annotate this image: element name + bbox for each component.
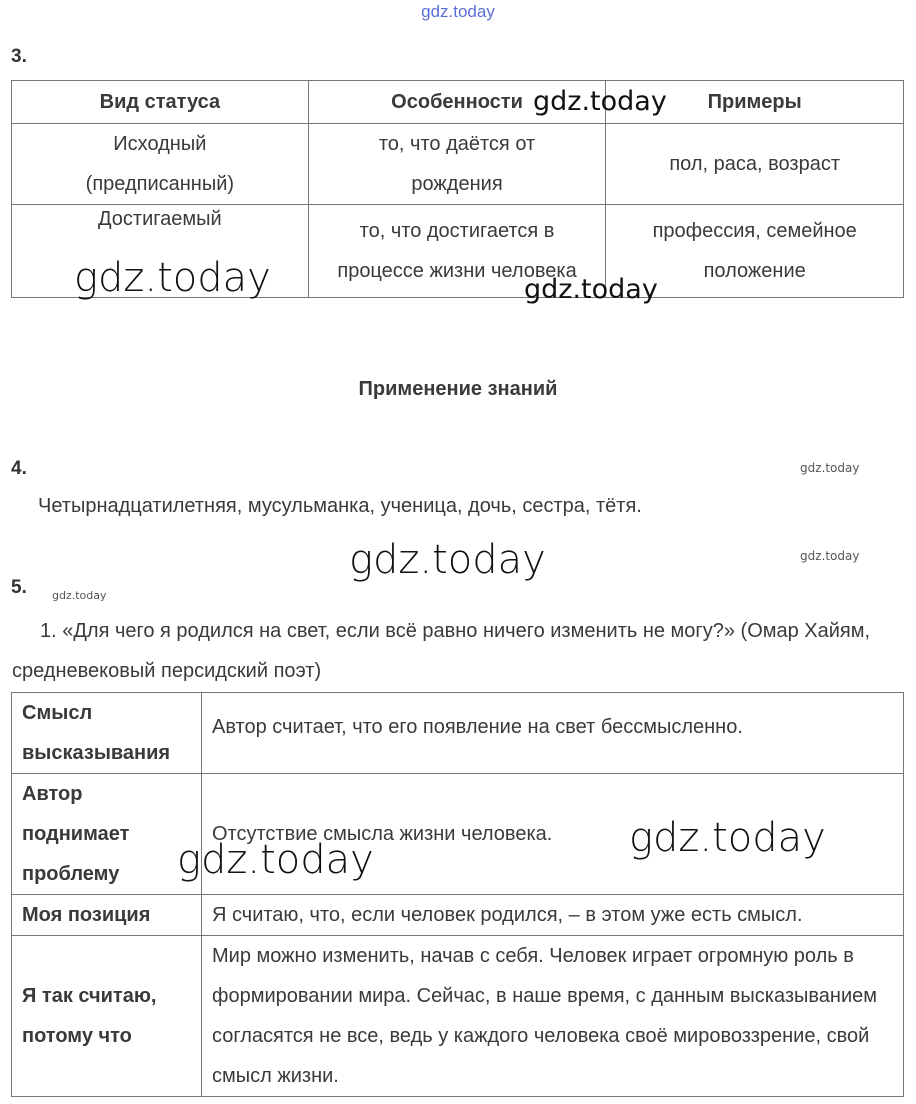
task4-number: 4. xyxy=(11,458,27,479)
row-value: Автор считает, что его появление на свет бессмысленно. xyxy=(202,693,904,774)
row-key xyxy=(12,693,202,774)
cell-line: высказывания xyxy=(22,742,171,764)
task5-number: 5. xyxy=(11,577,27,598)
header-status-type: Вид статуса xyxy=(12,81,309,124)
table-row xyxy=(12,693,904,774)
row-key xyxy=(12,774,202,895)
status-table-header xyxy=(12,81,904,124)
row-key xyxy=(12,936,202,1097)
header-examples: Примеры xyxy=(606,81,904,124)
task5-quote: 1. «Для чего я родился на свет, если всё равно ничего изменить не могу?» (Омар Хайям, средневековый персидский поэт) xyxy=(12,620,871,682)
table-row xyxy=(12,124,904,205)
table-row xyxy=(12,895,904,936)
cell-line: (предписанный) xyxy=(85,173,235,195)
cell-line: положение xyxy=(703,260,806,282)
watermark: gdz.today xyxy=(533,86,667,117)
cell-line: потому что xyxy=(22,1025,132,1047)
watermark: gdz.today xyxy=(177,837,374,883)
cell-line: Смысл xyxy=(22,702,93,724)
cell-line: Исходный xyxy=(113,133,207,155)
cell-line: поднимает xyxy=(22,823,130,845)
task3-number: 3. xyxy=(11,46,27,67)
row-value: Я считаю, что, если человек родился, – в этом уже есть смысл. xyxy=(202,895,904,936)
cell-line: процессе жизни человека xyxy=(337,260,577,282)
cell-line: проблему xyxy=(22,863,120,885)
watermark: gdz.today xyxy=(800,549,860,563)
watermark: gdz.today xyxy=(52,589,107,602)
watermark: gdz.today xyxy=(800,461,860,475)
cell-line: то, что достигается в xyxy=(359,220,555,242)
cell-line: Автор xyxy=(22,783,83,805)
cell-line: профессия, семейное xyxy=(652,220,857,242)
row-value: Мир можно изменить, начав с себя. Человек играет огромную роль в формировании мира. Сейчас, в наше время, с данным высказыванием согласятся не все, ведь у каждого человека своё мировоззрение, свой смысл жизни. xyxy=(202,936,904,1097)
row-value: Отсутствие смысла жизни человека. xyxy=(202,774,904,895)
watermark: gdz.today xyxy=(349,537,546,583)
features-cell xyxy=(308,124,606,205)
quote-analysis-table xyxy=(11,692,904,1097)
top-watermark: gdz.today xyxy=(421,2,495,21)
watermark: gdz.today xyxy=(74,255,271,301)
watermark: gdz.today xyxy=(524,274,658,305)
cell-line: Достигаемый xyxy=(98,208,222,230)
watermark: gdz.today xyxy=(629,815,826,861)
table-row xyxy=(12,936,904,1097)
task4-answer: Четырнадцатилетняя, мусульманка, ученица, дочь, сестра, тётя. xyxy=(38,495,642,517)
cell-line: Я так считаю, xyxy=(22,985,157,1007)
cell-line: то, что даётся от xyxy=(378,133,536,155)
status-type-cell xyxy=(12,124,309,205)
row-key: Моя позиция xyxy=(12,895,202,936)
header-features: Особенности xyxy=(308,81,606,124)
cell-line: рождения xyxy=(411,173,503,195)
examples-cell: пол, раса, возраст xyxy=(606,124,904,205)
section-heading: Применение знаний xyxy=(358,378,558,400)
